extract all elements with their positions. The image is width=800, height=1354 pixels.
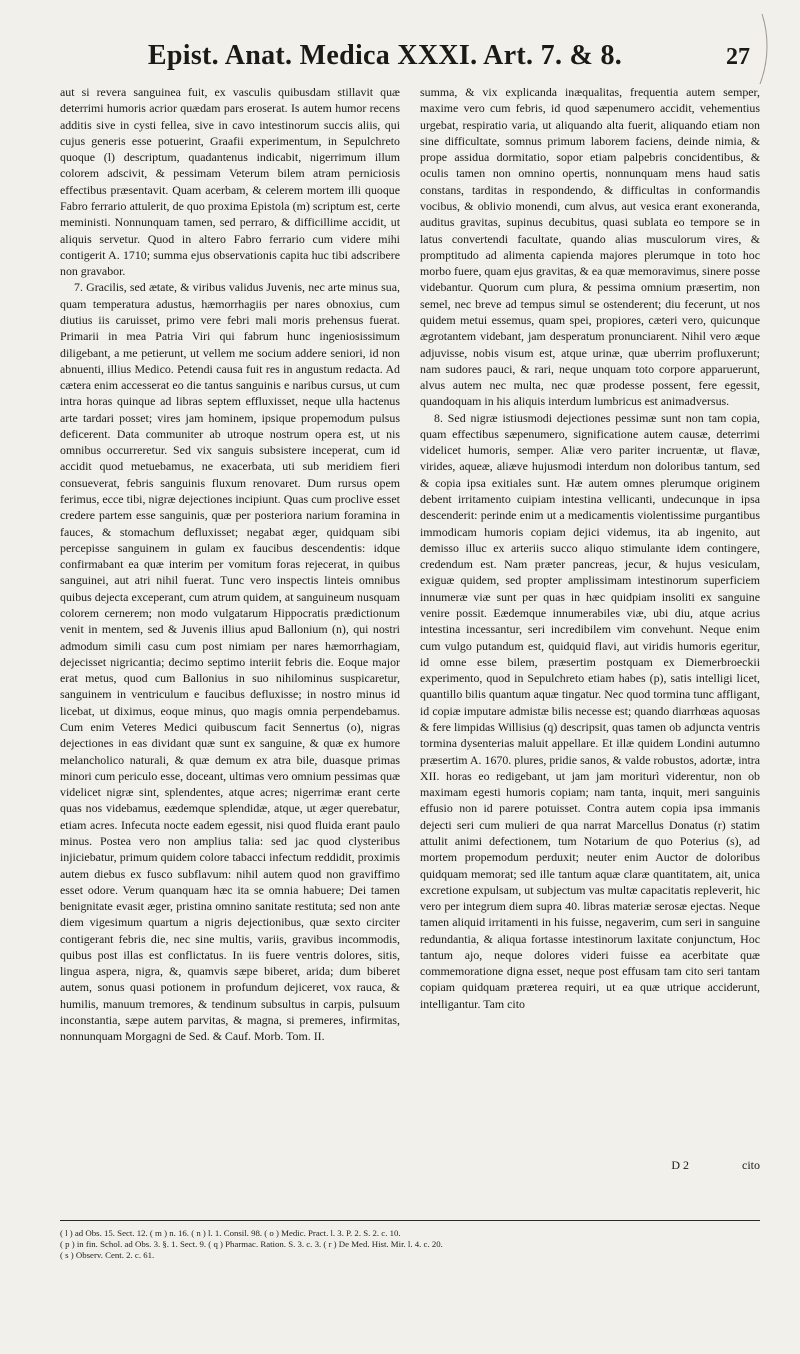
- left-paragraph-2: 7. Gracilis, sed ætate, & viribus validus Juvenis, nec arte minus sua, quam temperatura adustus, hæmorrhagiis per nares obnoxius, cum diutius iis caruisset, primo vere febri mali moris prehensus fuerat. Primarii in mea Patria Viri qui fabrum hunc ingeniosissimum diligebant, a me petierunt, ut vellem me socium addere seniori, id non abnuenti, illius Medico. Petendi causa fuit res in angustum redacta. Ad cætera enim accesserat eo die tantus sanguinis e naribus cursus, ut cum intra horas quinque ad libras septem effluxisset, neque ulla hactenus arte tardari posset; vires jam hominem, ipsique propemodum pulsus deficerent. Data communiter ab utroque nostrum opera est, ut nis omnibus occurreretur. Sed vix sanguis subsistere inceperat, cum id accidit quod metuebamus, ne exacerbata, uti sub meridiem fieri consueverat, febris sanguinis fluxum renovaret. Dum rursus opem ferimus, ecce tibi, nigræ dejectiones incipiunt. Quas cum proclive esset credere partem esse sanguinis, quæ per posteriora narium foramina in fauces, & stomachum defluxisset; negabat æger, quidquam sibi percepisse sanguinem in gulam ex faucibus descendentis: idque confirmabant ea quæ interim per vomitum foras rejecerat, in quibus sanguinei, aut atri nihil fuerat. Tunc vero inspectis linteis omnibus quibus dejecta exceperant, cum atrum quidem, at sanguineum nusquam colorem cernerem; non modo vulgatarum Hippocratis prædictionum venit in mentem, sed & Juvenis illius apud Ballonium (n), qui nostri admodum simili casu cum post nimiam per nares hæmorrhagiam, dejecisset nigricantia; decimo septimo interiit febris die. Eoque major erat metus, quod cum Ballonius in suo nihilominus suspicaretur, sanguinem in ventriculum e faucibus defluxisse; in nostro minus id licebat, ut diximus, eoque minus, quo magis omnia perpendebamus. Cum enim Veteres Medici quibuscum facit Sennertus (o), nigras dejectiones in eas dividant quæ sunt ex sanguine, & quæ ex humore melancholico naturali, & quæ demum ex atra bile, duasque primas minori cum periculo esse, doceant, ultimas vero omnium pessimas quæ videlicet nigræ sint, splendentes, atque acres; nigerrimæ erant certe quas nos videbamus, eædemque splendidæ, atque, ut æger querebatur, etiam acres. Infecuta nocte eadem egessit, nisi quod fluida erant paulo minus. Postea vero non amplius talia: sed jac quod clysteribus injiciebatur, primum quidem colore tabacci infectum reddidit, proximis autem diebus ex fusco subflavum: nihil autem quod non graviffimo esset odore. Verum quanquam hæc ita se omnia habuere; Dei tamen benignitate evasit æger, pristina omnino sanitate restituta; sed non ante diem vigesimum quartum a nigris dejectionibus, quæ sexto circiter contigerant febris die, nec sine multis, variis, gravibus incommodis, quibus post illas est conflictatus. In iis fuere ventris dolores, sitis, lingua aspera, nigra, &, quamvis sæpe biberet, arida; dum biberet autem, sonus quasi potionem in profundum dejiceret, vox rauca, & humilis, manuum tremores, & tendinum subsultus in carpis, pulsuum inconstantia, sæpe autem parvitas, & magna, si premeres, infirmitas, nonnunquam Morgagni de Sed. & Cauf. Morb. Tom. II.: [60, 280, 400, 1044]
- catchword: cito: [742, 1158, 760, 1172]
- left-paragraph-1: aut si revera sanguinea fuit, ex vasculis quibusdam stillavit quæ deterrimi humoris acrior quædam pars eroserat. Is autem humor recens additis sive in cysti fellea, sive in cavo intestinorum succis aliis, qui cujus generis esse potuerint, Graafii experimentum, in Sepulchreto quoque (l) descriptum, quadantenus indicabit, nigerrimum illum colorem adscivit, & pessimam Veterum bilem atram perniciosis effectibus præsentavit. Quam acerbam, & celerem mortem illi quoque Fabro ferrario attulerit, de quo proxima Epistola (m) scriptum est, certe meministi. Nonnunquam tamen, sed perraro, & difficillime accidit, ut aliquis servetur. Quod in altero Fabro ferrario cum videre mihi contigerit A. 1710; summa ejus observationis capita huc tibi adscribere non gravabor.: [60, 85, 400, 279]
- right-column: [420, 84, 760, 1176]
- footnote-line-1: ( l ) ad Obs. 15. Sect. 12. ( m ) n. 16. ( n ) l. 1. Consil. 98. ( o ) Medic. Pract. l. 3. P. 2. S. 2. c. 10.: [60, 1228, 401, 1238]
- footnote-line-3: ( s ) Observ. Cent. 2. c. 61.: [60, 1250, 155, 1260]
- header-title: Epist. Anat. Medica XXXI. Art. 7. & 8.: [147, 40, 623, 71]
- right-paragraph-1: summa, & vix explicanda inæqualitas, frequentia autem semper, maxime vero cum febris, id quod sæpenumero accidit, vehementius urgebat, respiratio varia, ut aliquando alta fuerit, aliquando etiam non sine difficultate, somnus primum laborem faciens, deinde nimia, & prope assidua dormitatio, sopor etiam palpebris concidentibus, & oculis tamen non omnino opertis, nonnunquam mens haud satis constans, tarditas in respondendo, & difficultas in conformandis vocibus, & oblivio monendi, cum alvus, aut vesica erant exoneranda, auditus gravitas, supinus decubitus, quasi sublata eo tempore se in latus convertendi facultate, quando alias musculorum vires, & promptitudo ad alimenta capienda majores plerumque in toto hoc morbo fuere, quam ejus gravitas, & ea quæ memoravimus, sinere posse videbantur. Quorum cum plura, & pessima omnium præsertim, non semel, nec breve ad tempus simul se ostenderent; diu fecerunt, ut nos quidem metui essemus, quam spei, propiores, cæteri vero, quicunque ægrotantem videbant, jam desperatum pronunciarent. Nihil vero æque adjuvisse, nobis visum est, atque urinæ, quæ uberrim profluxerunt; nam sudores pauci, & rari, neque unquam toto corpore apparuerunt, alvus autem nec multa, nec quæ prodesse possent, fere egessit, quandoquam in his aliquis interdum lumbricus est animadversus.: [420, 85, 760, 409]
- page-number: 27: [726, 44, 750, 70]
- text-columns: [60, 84, 760, 1176]
- catchword-line: [60, 1157, 760, 1173]
- left-column: [60, 84, 400, 1176]
- footnote-line-2: ( p ) in fin. Schol. ad Obs. 3. §. 1. Sect. 9. ( q ) Pharmac. Ration. S. 3. c. 3. ( r ) De Med. Hist. Mir. l. 4. c. 20.: [60, 1239, 443, 1249]
- footnote-rule: [60, 1220, 760, 1221]
- right-paragraph-2: 8. Sed nigræ istiusmodi dejectiones pessimæ sunt non tam copia, quam effectibus sæpenumero, significatione autem causæ, deterrimi videlicet humoris, semper. Aliæ vero pariter incruentæ, ut flavæ, virides, aqueæ, aliæve hujusmodi interdum non doloribus tantum, sed & copia ipsa exitiales sunt. Hæ autem omnes plerumque originem debent irritamento cuipiam intestina vellicanti, undecunque in ipsa descenderit: perinde enim ut a medicamentis violentissime purgantibus immodicam humoris copiam dejici videmus, ita ab ingenito, aut demisso illuc ex arteriis succo aliquo stimulante idem contingere, credendum est. Nam præter pancreas, jecur, & hujus vesiculam, exiguæ quidem, sed propter amplissimam intestinorum superficiem innumeræ viæ sunt per quas in hæc quidpiam insoliti ex sanguine venire possit. Eædemque innumerabiles viæ, ubi diu, atque acrius intestina incessantur, seri incredibilem vim convehunt. Neque enim cum vulgo putandum est, quidquid flavi, aut viridis humoris egeritur, id omne esse bilem, præsertim postquam ex Diemerbroeckii experimento, quod in Sepulchreto etiam habes (p), satis intelligi licet, quantillo bilis quantum aquæ tingatur. Nec quod tormina tunc affligant, id copiæ imputare admistæ bilis necesse est; quando diarrhœas aquosas & fere limpidas Willisius (q) descripsit, quas tamen ob adjuncta ventris tormina dysenterias maluit appellare. Et illæ quidem Londini autumno præsertim A. 1670. plures, pridie sanos, & valde robustos, adortæ, intra XII. horas eo redigebant, ut jam jam moriturì viderentur, non ob maximam egesti humoris copiam; nam tanta, inquit, meri sanguinis effusio non id parere potuisset. Contra autem copia ipsa immanis dejecti seri cum mulieri de qua narrat Marcellus Donatus (r) statim attulit animi defectionem, tum Notarium de quo Poterius (s), ad mortem propemodum perduxit; neuter enim Auctor de doloribus quidquam memorat; sed ille tantum aquæ claræ quantitatem, ait, unica excretione expulsam, ut subjectum vas multæ capacitatis repleverit, hic vero per integrum diem supra 40. libras materiæ serosæ ejectas. Neque tamen aliquid irritamenti in his fuisse, negaverim, cum seri in sanguine redundantia, & aliqua fortasse intestinorum laxitate conjunctum, Hoc tantum ajo, neque dolores videri fuisse ea acerbitate quæ commemoratione digna esset, neque post effusam tam cito seri tantam copiam quidquam præterea requiri, ut ea quæ utrique acciderunt, intelligantur. Tam cito: [420, 410, 760, 1011]
- footnotes: [60, 1228, 760, 1261]
- signature-mark: D 2: [671, 1158, 689, 1172]
- running-header: [60, 40, 750, 80]
